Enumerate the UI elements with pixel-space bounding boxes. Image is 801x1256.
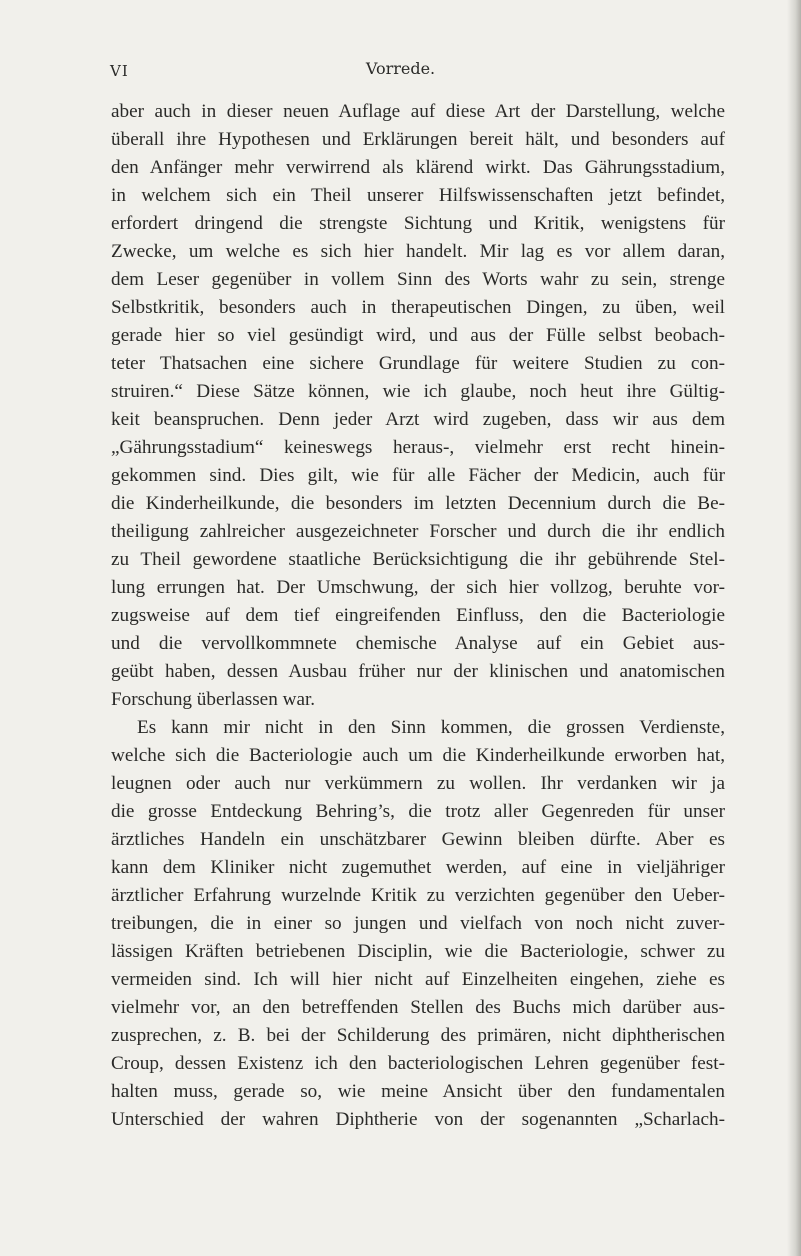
paragraph-start-line: Es kann mir nicht in den Sinn kommen, die grossen Verdienste, bbox=[137, 717, 725, 738]
text-line: geübt haben, dessen Ausbau früher nur der klinischen und anatomischen bbox=[111, 661, 725, 682]
text-line: lässigen Kräften betriebenen Disciplin, wie die Bacteriologie, schwer zu bbox=[111, 941, 725, 962]
text-line: treibungen, die in einer so jungen und vielfach von noch nicht zuver- bbox=[111, 913, 725, 934]
text-line: teter Thatsachen eine sichere Grundlage für weitere Studien zu con- bbox=[111, 353, 725, 374]
text-line: zugsweise auf dem tief eingreifenden Einfluss, den die Bacteriologie bbox=[111, 605, 725, 626]
text-line: ärztliches Handeln ein unschätzbarer Gewinn bleiben dürfte. Aber es bbox=[111, 829, 725, 850]
text-line: Zwecke, um welche es sich hier handelt. Mir lag es vor allem daran, bbox=[111, 241, 725, 262]
text-line: keit beanspruchen. Denn jeder Arzt wird zugeben, dass wir aus dem bbox=[111, 409, 725, 430]
page-number: VI bbox=[110, 62, 129, 80]
text-line: lung errungen hat. Der Umschwung, der sich hier vollzog, beruhte vor- bbox=[111, 577, 725, 598]
text-line: welche sich die Bacteriologie auch um die Kinderheilkunde erworben hat, bbox=[111, 745, 725, 766]
text-line: den Anfänger mehr verwirrend als klärend wirkt. Das Gährungsstadium, bbox=[111, 157, 725, 178]
text-line: überall ihre Hypothesen und Erklärungen bereit hält, und besonders auf bbox=[111, 129, 725, 150]
text-line: die Kinderheilkunde, die besonders im letzten Decennium durch die Be- bbox=[111, 493, 725, 514]
text-line: struiren.“ Diese Sätze können, wie ich glaube, noch heut ihre Gültig- bbox=[111, 381, 725, 402]
text-line: kann dem Kliniker nicht zugemuthet werden, auf eine in vieljähriger bbox=[111, 857, 725, 878]
text-line: leugnen oder auch nur verkümmern zu wollen. Ihr verdanken wir ja bbox=[111, 773, 725, 794]
text-line: „Gährungsstadium“ keineswegs heraus-, vielmehr erst recht hinein- bbox=[111, 437, 725, 458]
text-line: Unterschied der wahren Diphtherie von der sogenannten „Scharlach- bbox=[111, 1109, 725, 1130]
text-line: theiligung zahlreicher ausgezeichneter Forscher und durch die ihr endlich bbox=[111, 521, 725, 542]
text-line: in welchem sich ein Theil unserer Hilfswissenschaften jetzt befindet, bbox=[111, 185, 725, 206]
text-line: die grosse Entdeckung Behring’s, die trotz aller Gegenreden für unser bbox=[111, 801, 725, 822]
text-line: gerade hier so viel gesündigt wird, und aus der Fülle selbst beobach- bbox=[111, 325, 725, 346]
text-line: und die vervollkommnete chemische Analyse auf ein Gebiet aus- bbox=[111, 633, 725, 654]
text-line: aber auch in dieser neuen Auflage auf diese Art der Darstellung, welche bbox=[111, 101, 725, 122]
text-line: ärztlicher Erfahrung wurzelnde Kritik zu verzichten gegenüber den Ueber- bbox=[111, 885, 725, 906]
page-header bbox=[0, 59, 801, 86]
running-head: Vorrede. bbox=[365, 59, 436, 78]
text-line: zu Theil gewordene staatliche Berücksichtigung die ihr gebührende Stel- bbox=[111, 549, 725, 570]
page-edge-shadow bbox=[787, 0, 801, 1256]
text-line: erfordert dringend die strengste Sichtung und Kritik, wenigstens für bbox=[111, 213, 725, 234]
text-line: gekommen sind. Dies gilt, wie für alle Fächer der Medicin, auch für bbox=[111, 465, 725, 486]
text-line: vermeiden sind. Ich will hier nicht auf Einzelheiten eingehen, ziehe es bbox=[111, 969, 725, 990]
text-line: vielmehr vor, an den betreffenden Stellen des Buchs mich darüber aus- bbox=[111, 997, 725, 1018]
text-line: halten muss, gerade so, wie meine Ansicht über den fundamentalen bbox=[111, 1081, 725, 1102]
text-line: Croup, dessen Existenz ich den bacteriologischen Lehren gegenüber fest- bbox=[111, 1053, 725, 1074]
text-line: Selbstkritik, besonders auch in therapeutischen Dingen, zu üben, weil bbox=[111, 297, 725, 318]
paragraph-end-line: Forschung überlassen war. bbox=[111, 689, 316, 710]
body-text bbox=[111, 98, 725, 1134]
text-line: zusprechen, z. B. bei der Schilderung des primären, nicht diphtherischen bbox=[111, 1025, 725, 1046]
text-line: dem Leser gegenüber in vollem Sinn des Worts wahr zu sein, strenge bbox=[111, 269, 725, 290]
